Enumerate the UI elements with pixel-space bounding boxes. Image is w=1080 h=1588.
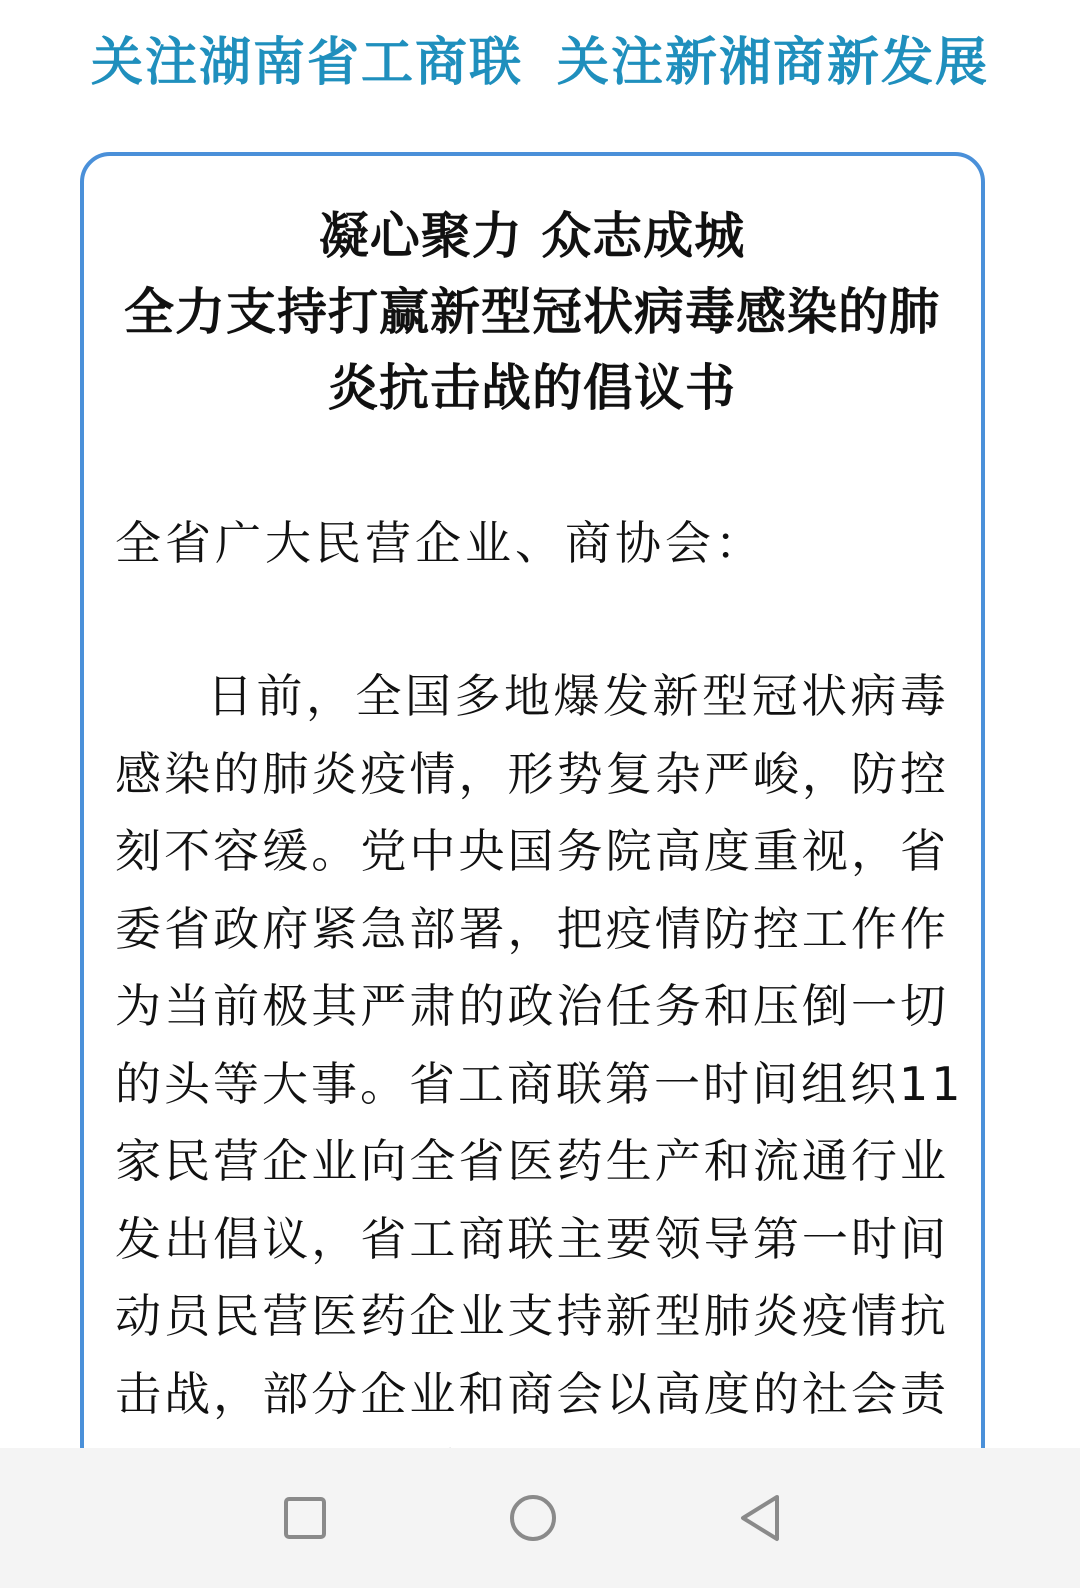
body-line: 家民营企业向全省医药生产和流通行业 [115,1134,949,1188]
title-line: 凝心聚力 众志成城 [318,207,746,265]
body-line: 日前，全国多地爆发新型冠状病毒 [207,669,949,723]
body-line: 感染的肺炎疫情，形势复杂严峻，防控 [115,746,949,801]
circle-icon [508,1493,558,1543]
home-button[interactable] [493,1478,573,1558]
body-line: 击战，部分企业和商会以高度的社会责 [115,1366,949,1421]
triangle-back-icon [737,1493,783,1543]
system-navigation-bar [0,1448,1080,1588]
body-line: 的头等大事。省工商联第一时间组织11 [115,1056,964,1111]
body-line: 动员民营医药企业支持新型肺炎疫情抗 [115,1289,949,1343]
salutation: 全省广大民营企业、商协会： [115,516,765,570]
banner-right-text: 关注新湘商新发展 [557,33,990,93]
banner-left-text: 关注湖南省工商联 [90,33,523,93]
title-line: 炎抗击战的倡议书 [328,359,736,417]
body-line: 刻不容缓。党中央国务院高度重视，省 [115,824,949,878]
square-icon [283,1496,327,1540]
article-body [115,658,964,1511]
article-title [112,198,952,426]
back-button[interactable] [720,1478,800,1558]
title-line: 全力支持打赢新型冠状病毒感染的肺 [124,283,940,341]
body-line: 为当前极其严肃的政治任务和压倒一切 [115,979,949,1033]
recent-apps-button[interactable] [265,1478,345,1558]
body-line: 委省政府紧急部署，把疫情防控工作作 [115,901,949,956]
body-line: 发出倡议，省工商联主要领导第一时间 [115,1211,949,1266]
header-banner [0,28,1080,98]
